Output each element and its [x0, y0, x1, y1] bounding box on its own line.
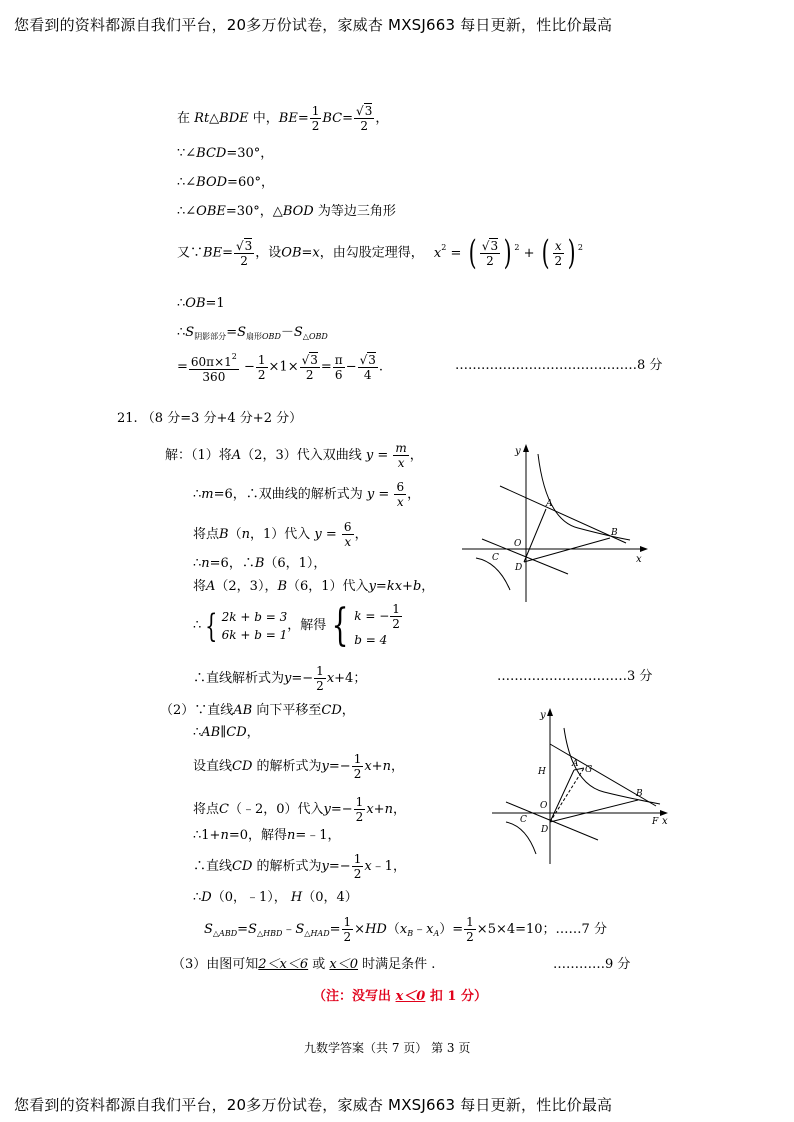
graph1-label-b: B: [611, 528, 618, 538]
score-8: ……………………………………8 分: [455, 358, 663, 373]
top-banner: 您看到的资料都源自我们平台，20多万份试卷，家威杏 MXSJ663 每日更新，性比价最高: [14, 16, 613, 34]
graph-2: [488, 704, 678, 869]
line-bod-60: ∴∠BOD=60°，: [177, 175, 274, 190]
q21-cd-result: ∴直线CD 的解析式为y=− $\frac{1}{2}$ x﹣1，: [193, 852, 406, 881]
graph-1: [458, 440, 658, 605]
q21-parallel: ∴AB∥CD，: [193, 725, 260, 740]
fraction-half: $\frac{1}{2}$: [311, 104, 320, 133]
line-obe-30: ∴∠OBE=30°，△BOD 为等边三角形: [177, 204, 396, 219]
graph2-y-arrow: [547, 708, 553, 716]
q21-step5: 将A（2，3），B（6，1）代入y=kx+b，: [193, 579, 435, 594]
q21-line-ab: ∴直线解析式为y=− $\frac{1}{2}$ x+4；: [193, 664, 367, 693]
q21-points-dh: ∴D（0，﹣1）， H（0，4）: [193, 890, 358, 905]
line-ob-1: ∴OB=1: [177, 296, 225, 311]
q21-step3: 将点B（n，1）代入 y = $\frac{6}{x}$ ，: [193, 520, 368, 549]
graph1-y-arrow: [523, 444, 529, 452]
line-bcd-30: ∵∠BCD=30°，: [177, 146, 274, 161]
page-footer: 九数学答案（共 7 页） 第 3 页: [304, 1041, 471, 1055]
line-pythagoras: 又∵BE= $\frac{√3}{2}$ ，设OB=x，由勾股定理得， $x^2$ = ( $\frac{√3}{2}$ ) $^2$ + ( $\frac{x}{2}$ ) $^2$: [177, 233, 584, 273]
graph1-label-a: A: [546, 499, 553, 509]
graph2-hyperbola-lower: [506, 822, 536, 854]
q21-step4: ∴n=6，∴B（6，1），: [193, 556, 327, 571]
score-3: …………………………3 分: [497, 669, 653, 684]
graph2-label-x: x: [662, 816, 668, 827]
graph2-label-h: H: [538, 767, 546, 777]
q21-heading: 21. （8 分=3 分+4 分+2 分）: [117, 411, 303, 426]
q21-part2: （2）∵直线AB 向下平移至CD，: [160, 703, 355, 718]
q21-cd-form: 设直线CD 的解析式为y=− $\frac{1}{2}$ x+n，: [193, 752, 404, 781]
q21-solve-n: ∴1+n=0，解得n=﹣1，: [193, 828, 341, 843]
graph1-label-c: C: [492, 553, 499, 563]
graph2-label-o: O: [540, 801, 548, 811]
line-rt-bde: 在 Rt△BDE 中，BE= $\frac{1}{2}$ BC= $\frac{√3}{2}$ ，: [177, 104, 389, 133]
q21-sub-c: 将点C（﹣2，0）代入y=− $\frac{1}{2}$ x+n，: [193, 795, 406, 824]
graph1-label-d: D: [515, 563, 523, 573]
q21-system: ∴ { 2k + b = 3 6k + b = 1 ，解得 { k = − $\frac{1}{2}$ b = 4: [193, 599, 400, 651]
q21-step2: ∴m=6，∴双曲线的解析式为 y = $\frac{6}{x}$ ，: [193, 480, 421, 509]
graph2-label-g: G: [585, 765, 593, 775]
q21-part3: （3）由图可知2＜x＜6 或 x＜0 时满足条件 .: [172, 957, 436, 972]
note-red: （注：没写出 x＜0 扣 1 分）: [313, 989, 487, 1004]
graph2-label-y: y: [540, 710, 546, 721]
fraction-sqrt3-over-2: $\frac{√3}{2}$: [356, 104, 373, 133]
graph1-label-o: O: [514, 539, 522, 549]
graph2-label-d: D: [541, 825, 549, 835]
graph2-seg-ad: [550, 770, 574, 822]
q21-area: $S_{\triangle ABD}=S_{\triangle HBD}﹣S_{\triangle HAD}=$ $\frac{1}{2}$ $\times HD(x_B﹣x_A)=$ $\frac{1}{2}$ ×5×4=10；……7 分: [204, 915, 607, 944]
graph2-label-c: C: [520, 815, 527, 825]
graph1-label-x: x: [636, 554, 642, 565]
line-area-value: = $\frac{60\pi\times 1^2}{360}$ − $\frac{1}{2}$ ×1× $\frac{√3}{2}$ = $\frac{\pi}{6}$ − $\frac{√3}{4}$ .: [177, 352, 384, 384]
graph2-label-a: A: [572, 759, 579, 769]
score-9: …………9 分: [553, 957, 631, 972]
bottom-banner: 您看到的资料都源自我们平台，20多万份试卷，家威杏 MXSJ663 每日更新，性比价最高: [14, 1096, 613, 1114]
graph1-label-y: y: [515, 446, 521, 457]
graph2-label-f: F: [652, 817, 659, 827]
graph1-x-arrow: [640, 546, 648, 552]
graph2-label-b: B: [636, 789, 643, 799]
graph1-seg-db: [524, 538, 610, 562]
line-area-formula: $\therefore S_{阴影部分}=S_{扇形OBD}-S_{\triangle OBD}$: [177, 325, 328, 341]
q21-step1: 解：（1）将A（2，3）代入双曲线 y = $\frac{m}{x}$ ，: [165, 441, 423, 470]
